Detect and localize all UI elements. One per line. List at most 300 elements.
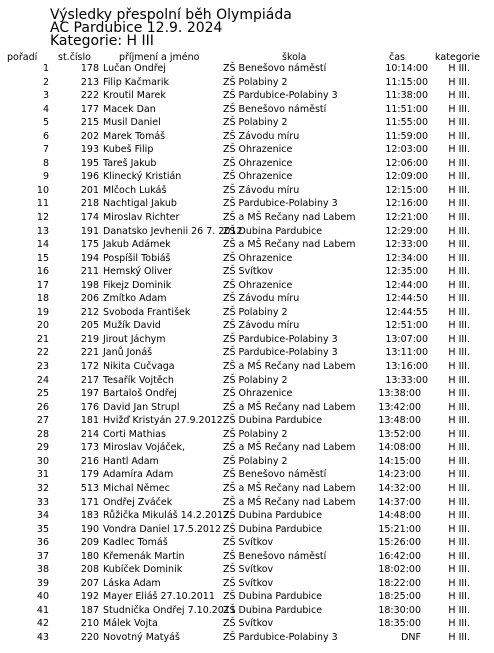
name-cell: Málek Vojta [103, 618, 158, 630]
category-cell: H III. [448, 442, 470, 454]
category-cell: H III. [448, 550, 470, 562]
rank-cell: 5 [42, 117, 49, 129]
bib-cell: 217 [80, 374, 99, 386]
time-cell: 18:25:00 [378, 591, 421, 603]
table-row [0, 265, 494, 279]
bib-cell: 190 [80, 523, 99, 535]
rank-cell: 37 [36, 550, 49, 562]
bib-cell: 196 [80, 171, 99, 183]
table-row [0, 346, 494, 360]
school-cell: ZŠ Závodu míru [223, 320, 300, 332]
bib-cell: 178 [80, 63, 99, 74]
category-cell: H III. [448, 361, 470, 373]
bib-cell: 202 [80, 130, 99, 142]
table-row [0, 89, 494, 103]
table-row [0, 401, 494, 415]
time-cell: 13:07:00 [385, 333, 428, 345]
bib-cell: 216 [80, 455, 99, 467]
category-cell: H III. [448, 103, 470, 115]
table-row [0, 103, 494, 117]
table-row [0, 550, 494, 564]
table-row [0, 496, 494, 510]
category-cell: H III. [448, 225, 470, 237]
name-cell: Láska Adam [103, 577, 161, 589]
time-cell: 12:44:50 [385, 293, 428, 305]
category-cell: H III. [448, 171, 470, 183]
rank-cell: 22 [36, 347, 49, 359]
category-cell: H III. [448, 455, 470, 467]
name-cell: Novotný Matyáš [103, 631, 180, 643]
rank-cell: 14 [36, 239, 49, 251]
bib-cell: 172 [80, 361, 99, 373]
name-cell: Fikejz Dominik [103, 279, 172, 291]
category-cell: H III. [448, 279, 470, 291]
name-cell: Macek Dan [103, 103, 156, 115]
rank-cell: 4 [42, 103, 49, 115]
category-cell: H III. [448, 510, 470, 522]
table-row [0, 631, 494, 645]
category-cell: H III. [448, 428, 470, 440]
header-time: čas [389, 52, 405, 63]
school-cell: ZŠ Benešovo náměstí [223, 63, 327, 74]
name-cell: Nachtigal Jakub [103, 198, 177, 210]
school-cell: ZŠ a MŠ Rečany nad Labem [223, 239, 356, 251]
rank-cell: 17 [36, 279, 49, 291]
time-cell: 13:33:00 [385, 374, 428, 386]
rank-cell: 24 [36, 374, 49, 386]
bib-cell: 205 [80, 320, 99, 332]
category-title: Kategorie: H III [50, 33, 154, 49]
time-cell: 13:42:00 [378, 401, 421, 413]
category-cell: H III. [448, 130, 470, 142]
category-cell: H III. [448, 537, 470, 549]
bib-cell: 175 [80, 239, 99, 251]
time-cell: 12:35:00 [385, 266, 428, 278]
time-cell: 11:15:00 [385, 76, 428, 88]
time-cell: 12:16:00 [385, 198, 428, 210]
rank-cell: 10 [36, 184, 49, 196]
name-cell: Kadlec Tomáš [103, 537, 168, 549]
table-row [0, 143, 494, 157]
bib-cell: 213 [80, 76, 99, 88]
rank-cell: 39 [36, 577, 49, 589]
time-cell: 18:30:00 [378, 604, 421, 616]
category-cell: H III. [448, 117, 470, 129]
school-cell: ZŠ Benešovo náměstí [223, 550, 327, 562]
name-cell: Kroutil Marek [103, 90, 166, 102]
rank-cell: 20 [36, 320, 49, 332]
time-cell: 12:34:00 [385, 252, 428, 264]
school-cell: ZŠ a MŠ Rečany nad Labem [223, 442, 356, 454]
name-cell: Janů Jonáš [103, 347, 153, 359]
category-cell: H III. [448, 212, 470, 224]
table-row [0, 563, 494, 577]
rank-cell: 35 [36, 523, 49, 535]
table-row [0, 455, 494, 469]
name-cell: Zmítko Adam [103, 293, 167, 305]
category-cell: H III. [448, 374, 470, 386]
rank-cell: 40 [36, 591, 49, 603]
school-cell: ZŠ Polabiny 2 [223, 455, 288, 467]
rank-cell: 16 [36, 266, 49, 278]
time-cell: 13:52:00 [378, 428, 421, 440]
school-cell: ZŠ Pardubice-Polabiny 3 [223, 347, 338, 359]
event-subtitle: AC Pardubice 12.9. 2024 [50, 20, 223, 36]
name-cell: Filip Kačmarik [103, 76, 169, 88]
table-row [0, 252, 494, 266]
bib-cell: 210 [80, 618, 99, 630]
bib-cell: 215 [80, 117, 99, 129]
table-row [0, 387, 494, 401]
school-cell: ZŠ Polabiny 2 [223, 374, 288, 386]
school-cell: ZŠ a MŠ Rečany nad Labem [223, 496, 356, 508]
table-row [0, 197, 494, 211]
school-cell: ZŠ a MŠ Rečany nad Labem [223, 482, 356, 494]
rank-cell: 2 [42, 76, 49, 88]
bib-cell: 193 [80, 144, 99, 156]
bib-cell: 177 [80, 103, 99, 115]
rank-cell: 8 [42, 157, 49, 169]
school-cell: ZŠ Ohrazenice [223, 157, 293, 169]
category-cell: H III. [448, 63, 470, 74]
table-row [0, 279, 494, 293]
rank-cell: 11 [36, 198, 49, 210]
rank-cell: 31 [36, 469, 49, 481]
table-row [0, 211, 494, 225]
time-cell: 14:15:00 [378, 455, 421, 467]
name-cell: Pospíšil Tobiáš [103, 252, 171, 264]
school-cell: ZŠ a MŠ Rečany nad Labem [223, 401, 356, 413]
category-cell: H III. [448, 604, 470, 616]
rank-cell: 33 [36, 496, 49, 508]
table-row [0, 468, 494, 482]
school-cell: ZŠ Pardubice-Polabiny 3 [223, 198, 338, 210]
name-cell: Klinecký Kristián [103, 171, 182, 183]
category-cell: H III. [448, 76, 470, 88]
time-cell: 10:14:00 [385, 63, 428, 74]
table-row [0, 333, 494, 347]
table-row [0, 116, 494, 130]
name-cell: Corti Mathias [103, 428, 166, 440]
time-cell: 18:02:00 [378, 564, 421, 576]
name-cell: Miroslav Richter [103, 212, 180, 224]
rank-cell: 7 [42, 144, 49, 156]
category-cell: H III. [448, 591, 470, 603]
school-cell: ZŠ Pardubice-Polabiny 3 [223, 631, 338, 643]
table-row [0, 536, 494, 550]
name-cell: Svoboda František [103, 306, 191, 318]
bib-cell: 183 [80, 510, 99, 522]
table-row [0, 577, 494, 591]
time-cell: 12:15:00 [385, 184, 428, 196]
school-cell: ZŠ Polabiny 2 [223, 428, 288, 440]
name-cell: Lučan Ondřej [103, 63, 166, 74]
table-row [0, 523, 494, 537]
rank-cell: 21 [36, 333, 49, 345]
category-cell: H III. [448, 388, 470, 400]
school-cell: ZŠ Závodu míru [223, 184, 300, 196]
bib-cell: 513 [80, 482, 99, 494]
name-cell: Jirout Jáchym [103, 333, 166, 345]
time-cell: 12:29:00 [385, 225, 428, 237]
time-cell: 18:22:00 [378, 577, 421, 589]
bib-cell: 191 [80, 225, 99, 237]
category-cell: H III. [448, 239, 470, 251]
bib-cell: 211 [80, 266, 99, 278]
school-cell: ZŠ Dubina Pardubice [223, 523, 323, 535]
name-cell: Hantl Adam [103, 455, 159, 467]
name-cell: Tareš Jakub [103, 157, 157, 169]
table-row [0, 590, 494, 604]
name-cell: Mužík David [103, 320, 161, 332]
school-cell: ZŠ Dubina Pardubice [223, 591, 323, 603]
category-cell: H III. [448, 306, 470, 318]
time-cell: 13:38:00 [378, 388, 421, 400]
category-cell: H III. [448, 496, 470, 508]
school-cell: ZŠ Svítkov [223, 618, 274, 630]
bib-cell: 206 [80, 293, 99, 305]
category-cell: H III. [448, 252, 470, 264]
table-row [0, 604, 494, 618]
time-cell: 11:55:00 [385, 117, 428, 129]
bib-cell: 187 [80, 604, 99, 616]
rank-cell: 26 [36, 401, 49, 413]
name-cell: Hemský Oliver [103, 266, 173, 278]
school-cell: ZŠ a MŠ Rečany nad Labem [223, 212, 356, 224]
bib-cell: 179 [80, 469, 99, 481]
time-cell: 14:08:00 [378, 442, 421, 454]
category-cell: H III. [448, 293, 470, 305]
time-cell: 12:09:00 [385, 171, 428, 183]
name-cell: Křemenák Martin [103, 550, 185, 562]
table-row [0, 482, 494, 496]
time-cell: 13:16:00 [385, 361, 428, 373]
table-row [0, 292, 494, 306]
time-cell: 14:23:00 [378, 469, 421, 481]
bib-cell: 198 [80, 279, 99, 291]
bib-cell: 221 [80, 347, 99, 359]
time-cell: 12:44:55 [385, 306, 428, 318]
table-row [0, 170, 494, 184]
time-cell: 16:42:00 [378, 550, 421, 562]
school-cell: ZŠ Benešovo náměstí [223, 469, 327, 481]
category-cell: H III. [448, 482, 470, 494]
rank-cell: 12 [36, 212, 49, 224]
school-cell: ZŠ Dubina Pardubice [223, 225, 323, 237]
table-row [0, 617, 494, 631]
school-cell: ZŠ Svítkov [223, 537, 274, 549]
table-row [0, 130, 494, 144]
school-cell: ZŠ Ohrazenice [223, 144, 293, 156]
name-cell: Hvižď Kristyán 27.9.2012 [103, 415, 223, 427]
bib-cell: 212 [80, 306, 99, 318]
category-cell: H III. [448, 347, 470, 359]
name-cell: Miroslav Vojáček, [103, 442, 186, 454]
table-row [0, 374, 494, 388]
results-title: Výsledky přespolní běh Olympiáda [50, 7, 292, 23]
bib-cell: 195 [80, 157, 99, 169]
category-cell: H III. [448, 401, 470, 413]
name-cell: Danatsko Jevhenii 26 7. 2012 [103, 225, 243, 237]
header-school: škola [282, 52, 307, 63]
name-cell: Tesařík Vojtěch [103, 374, 174, 386]
name-cell: David Jan Strupl [103, 401, 180, 413]
rank-cell: 42 [36, 618, 49, 630]
category-cell: H III. [448, 90, 470, 102]
bib-cell: 197 [80, 388, 99, 400]
category-cell: H III. [448, 333, 470, 345]
school-cell: ZŠ Ohrazenice [223, 279, 293, 291]
table-row [0, 360, 494, 374]
time-cell: 14:48:00 [378, 510, 421, 522]
rank-cell: 32 [36, 482, 49, 494]
school-cell: ZŠ Polabiny 2 [223, 76, 288, 88]
bib-cell: 218 [80, 198, 99, 210]
school-cell: ZŠ Ohrazenice [223, 252, 293, 264]
time-cell: DNF [401, 631, 421, 643]
table-row [0, 306, 494, 320]
rank-cell: 23 [36, 361, 49, 373]
bib-cell: 180 [80, 550, 99, 562]
school-cell: ZŠ Pardubice-Polabiny 3 [223, 90, 338, 102]
school-cell: ZŠ Svítkov [223, 266, 274, 278]
bib-cell: 214 [80, 428, 99, 440]
school-cell: ZŠ Ohrazenice [223, 171, 293, 183]
category-cell: H III. [448, 523, 470, 535]
time-cell: 14:37:00 [378, 496, 421, 508]
name-cell: Studnička Ondřej 7.10.2011 [103, 604, 236, 616]
rank-cell: 43 [36, 631, 49, 643]
rank-cell: 41 [36, 604, 49, 616]
name-cell: Kubeš Filip [103, 144, 154, 156]
time-cell: 18:35:00 [378, 618, 421, 630]
rank-cell: 1 [42, 63, 49, 74]
time-cell: 12:06:00 [385, 157, 428, 169]
category-cell: H III. [448, 415, 470, 427]
bib-cell: 219 [80, 333, 99, 345]
bib-cell: 174 [80, 212, 99, 224]
name-cell: Michal Němec [103, 482, 170, 494]
bib-cell: 220 [80, 631, 99, 643]
table-row [0, 184, 494, 198]
time-cell: 12:44:00 [385, 279, 428, 291]
category-cell: H III. [448, 320, 470, 332]
time-cell: 12:33:00 [385, 239, 428, 251]
school-cell: ZŠ a MŠ Rečany nad Labem [223, 361, 356, 373]
time-cell: 14:32:00 [378, 482, 421, 494]
school-cell: ZŠ Pardubice-Polabiny 3 [223, 333, 338, 345]
name-cell: Růžička Mikuláš 14.2.2012 [103, 510, 230, 522]
time-cell: 13:48:00 [378, 415, 421, 427]
results-table [0, 62, 494, 645]
rank-cell: 29 [36, 442, 49, 454]
bib-cell: 201 [80, 184, 99, 196]
name-cell: Mayer Eliáš 27.10.2011 [103, 591, 215, 603]
bib-cell: 181 [80, 415, 99, 427]
school-cell: ZŠ Svítkov [223, 564, 274, 576]
school-cell: ZŠ Závodu míru [223, 130, 300, 142]
bib-cell: 171 [80, 496, 99, 508]
name-cell: Vondra Daniel 17.5.2012 [103, 523, 222, 535]
category-cell: H III. [448, 144, 470, 156]
school-cell: ZŠ Dubina Pardubice [223, 415, 323, 427]
bib-cell: 209 [80, 537, 99, 549]
table-row [0, 441, 494, 455]
rank-cell: 25 [36, 388, 49, 400]
rank-cell: 36 [36, 537, 49, 549]
school-cell: ZŠ Dubina Pardubice [223, 510, 323, 522]
category-cell: H III. [448, 184, 470, 196]
rank-cell: 28 [36, 428, 49, 440]
bib-cell: 173 [80, 442, 99, 454]
bib-cell: 192 [80, 591, 99, 603]
school-cell: ZŠ Benešovo náměstí [223, 103, 327, 115]
rank-cell: 38 [36, 564, 49, 576]
table-row [0, 319, 494, 333]
rank-cell: 3 [42, 90, 49, 102]
table-row [0, 157, 494, 171]
rank-cell: 30 [36, 455, 49, 467]
bib-cell: 176 [80, 401, 99, 413]
school-cell: ZŠ Závodu míru [223, 293, 300, 305]
bib-cell: 207 [80, 577, 99, 589]
header-bib: st.číslo [58, 52, 91, 63]
category-cell: H III. [448, 631, 470, 643]
time-cell: 12:21:00 [385, 212, 428, 224]
time-cell: 11:38:00 [385, 90, 428, 102]
category-cell: H III. [448, 618, 470, 630]
name-cell: Marek Tomáš [103, 130, 166, 142]
table-row [0, 225, 494, 239]
bib-cell: 194 [80, 252, 99, 264]
time-cell: 12:51:00 [385, 320, 428, 332]
category-cell: H III. [448, 198, 470, 210]
header-category: kategorie [435, 52, 480, 63]
time-cell: 11:59:00 [385, 130, 428, 142]
name-cell: Ondřej Zváček [103, 496, 173, 508]
table-row [0, 62, 494, 76]
school-cell: ZŠ Polabiny 2 [223, 306, 288, 318]
table-row [0, 238, 494, 252]
category-cell: H III. [448, 157, 470, 169]
bib-cell: 208 [80, 564, 99, 576]
name-cell: Kubíček Dominik [103, 564, 183, 576]
rank-cell: 6 [42, 130, 49, 142]
rank-cell: 27 [36, 415, 49, 427]
name-cell: Adamíra Adam [103, 469, 174, 481]
name-cell: Musil Daniel [103, 117, 161, 129]
rank-cell: 9 [42, 171, 49, 183]
category-cell: H III. [448, 469, 470, 481]
category-cell: H III. [448, 266, 470, 278]
rank-cell: 15 [36, 252, 49, 264]
rank-cell: 34 [36, 510, 49, 522]
rank-cell: 19 [36, 306, 49, 318]
name-cell: Nikita Cučvaga [103, 361, 175, 373]
school-cell: ZŠ Polabiny 2 [223, 117, 288, 129]
school-cell: ZŠ Ohrazenice [223, 388, 293, 400]
time-cell: 11:51:00 [385, 103, 428, 115]
table-row [0, 428, 494, 442]
category-cell: H III. [448, 564, 470, 576]
time-cell: 15:26:00 [378, 537, 421, 549]
category-cell: H III. [448, 577, 470, 589]
name-cell: Mlčoch Lukáš [103, 184, 167, 196]
header-rank: pořadí [7, 52, 38, 63]
table-row [0, 509, 494, 523]
bib-cell: 222 [80, 90, 99, 102]
table-row [0, 76, 494, 90]
